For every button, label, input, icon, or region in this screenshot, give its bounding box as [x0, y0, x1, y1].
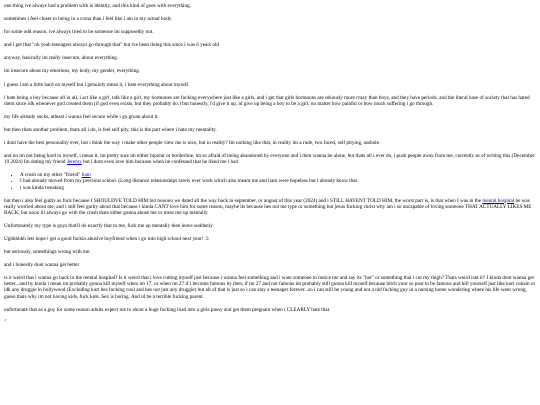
paragraph-text: but then i also feel guilty as fuck because I SHOULDVE TOLD HIM but nooooo we dated all the way back in september, or august of this year (2024) and i STILL HAVENT TOLD HIM, the worst part is, is that when I was in the [4, 197, 483, 204]
paragraph-text: and no im not being hard to myself, i mean it, im pretty sure im either bipolar or borderline, im so afraid of being abandoned by everyone and i dont wanna be alone, but thats all i ever do, i push people away from me, currently as of writing this (December 19 2024) Im dating my friend [4, 153, 535, 166]
back-arrow-link[interactable]: < [4, 317, 7, 324]
paragraph [4, 82, 536, 88]
paragraph-text: i hate being a boy because all in all, i act like a girl, talk like a girl, my hormones are fucking everywhere just like a girls, and i get that girls hormones are obiously more crazy than boys, and they have periods, and the literal base of society that has hated them since idk whenever god created them (if god even exists, but they probably do.) but honestly, i'd give it up, id give up being a boy to be a girl, no matter how painful or how much suffering i go through. [4, 94, 530, 107]
paragraph [4, 262, 536, 268]
paragraph [4, 198, 536, 216]
paragraph-text: Ughhhhhh lets hope i get a good fuckin abusive boyfriend when i go into high school next year! :3 [4, 235, 209, 242]
paragraph [4, 140, 536, 146]
paragraph-text: and i honestly dont wanna get better [4, 262, 80, 269]
paragraph [4, 55, 536, 61]
back-link[interactable] [4, 318, 536, 324]
paragraph-text: unfortunate that as a guy for some reason adults expect me to shoot a huge fucking load into a girls pussy and get them pregnant when i CLEARLY hate that. [4, 306, 331, 313]
paragraph-text: im insecure about my emotions, my body, my gender, everything. [4, 68, 141, 75]
paragraph-text: but i dont even love him because when he confessed that he liked me i had [81, 159, 238, 166]
paragraph [4, 236, 536, 242]
paragraph-text: anyway, basically im really insecure, about everything. [4, 55, 119, 62]
list-item [20, 185, 536, 191]
paragraph [4, 3, 536, 9]
paragraph-text: but seriously, somethings wrong with me. [4, 249, 91, 256]
inline-link[interactable]: Jeremy [66, 159, 82, 166]
paragraph-text: my life already sucks, atleast i wanna feel secure while i go groan about it. [4, 113, 159, 120]
paragraph-text: A crush on my other "friend" [20, 172, 82, 179]
paragraph [4, 307, 536, 313]
paragraphs-after-list [4, 198, 536, 313]
paragraph [4, 95, 536, 107]
paragraph [4, 29, 536, 35]
paragraph [4, 275, 536, 299]
paragraph-text: and i get that "oh yeah teenagers always go through that" but ive been doing this since i was 6 years old [4, 42, 219, 49]
paragraph [4, 114, 536, 120]
paragraph [4, 249, 536, 255]
paragraph [4, 68, 536, 74]
reasons-bullet-list [4, 172, 536, 190]
paragraph-text: he was really worried about me, and i still feel guilty about that because i kinda CANT love him for some reason, maybe its because hes not me type or something but jesus fucking christ why am i so uncapable of loving someone THAT ACTUALLY LIKES ME BACK, but nooo ill always go with the crush thats either gonna abuse me or mess me up mentally. [4, 197, 532, 216]
paragraph [4, 42, 536, 48]
paragraph-text: sometimes i feel closer to being in a coma than i feel like i am in my actual body. [4, 16, 173, 23]
inline-link[interactable]: liam [81, 172, 91, 179]
paragraph [4, 223, 536, 229]
paragraph-text: I had already moved from my previous school. (Long distance relationships rarely ever work which also meant me and liam were hopeless but i already know that. [20, 178, 359, 185]
paragraph [4, 127, 536, 133]
paragraph-text: i guess i am a little hard on myself but i genuinly mean it, i hate everything about myself. [4, 81, 190, 88]
paragraph-text: but then thats another problem, thats all i do, is feel self pity, this is the part where i hate my mentality. [4, 126, 217, 133]
paragraph-text: Unfortunately my type is guys that'll do exactly that to me, fuck me up mentally then leave suddenly. [4, 222, 214, 229]
paragraph-text: one thing ive always had a problem with is identity, and this kind of goes with everything. [4, 3, 191, 9]
paragraph [4, 153, 536, 165]
paragraph-text: i dont have the best personality ever, but i think the way i make other people view me is nice, but in reality? Im nothing like that, in reality im a rude, two faced, self pitying, asshole. [4, 140, 381, 147]
inline-link[interactable]: mental hospital [482, 197, 515, 204]
paragraph-text: for some odd reason, ive always tried to be someone im supposedly not. [4, 29, 154, 36]
paragraph-text: is it weird that i wanna go back to the mental hospital? Is it weird that i love cutting myself just because i wanna feel something and i want someone to notice me and say its "hot" or something that i cut my thigh? Thats weird isnt it? I kinda dont wanna get better...and by kinda i mean im probably gonna kill myself when im 17, or when im 27 if i become famous by then, if im 27 and not famous im probably still gonna kill myself because bitch your so post to be famous and kill yourself just like kurt cobain or idk any druggie in hollywood (Excluding kurt hes fucking cool and hes not just any druggie) but all of that is just so i can stay a teenager forever...so i can still be young and not a old fucking guy in a nursing home wondering where his life went wrong, guess thats why im not having kids, fuck kids. Sex is boring. And id be a terrible fucking parent. [4, 275, 536, 300]
paragraphs-before-list [4, 3, 536, 165]
paragraph-text: i was kinda tweaking [20, 184, 64, 191]
paragraph [4, 16, 536, 22]
